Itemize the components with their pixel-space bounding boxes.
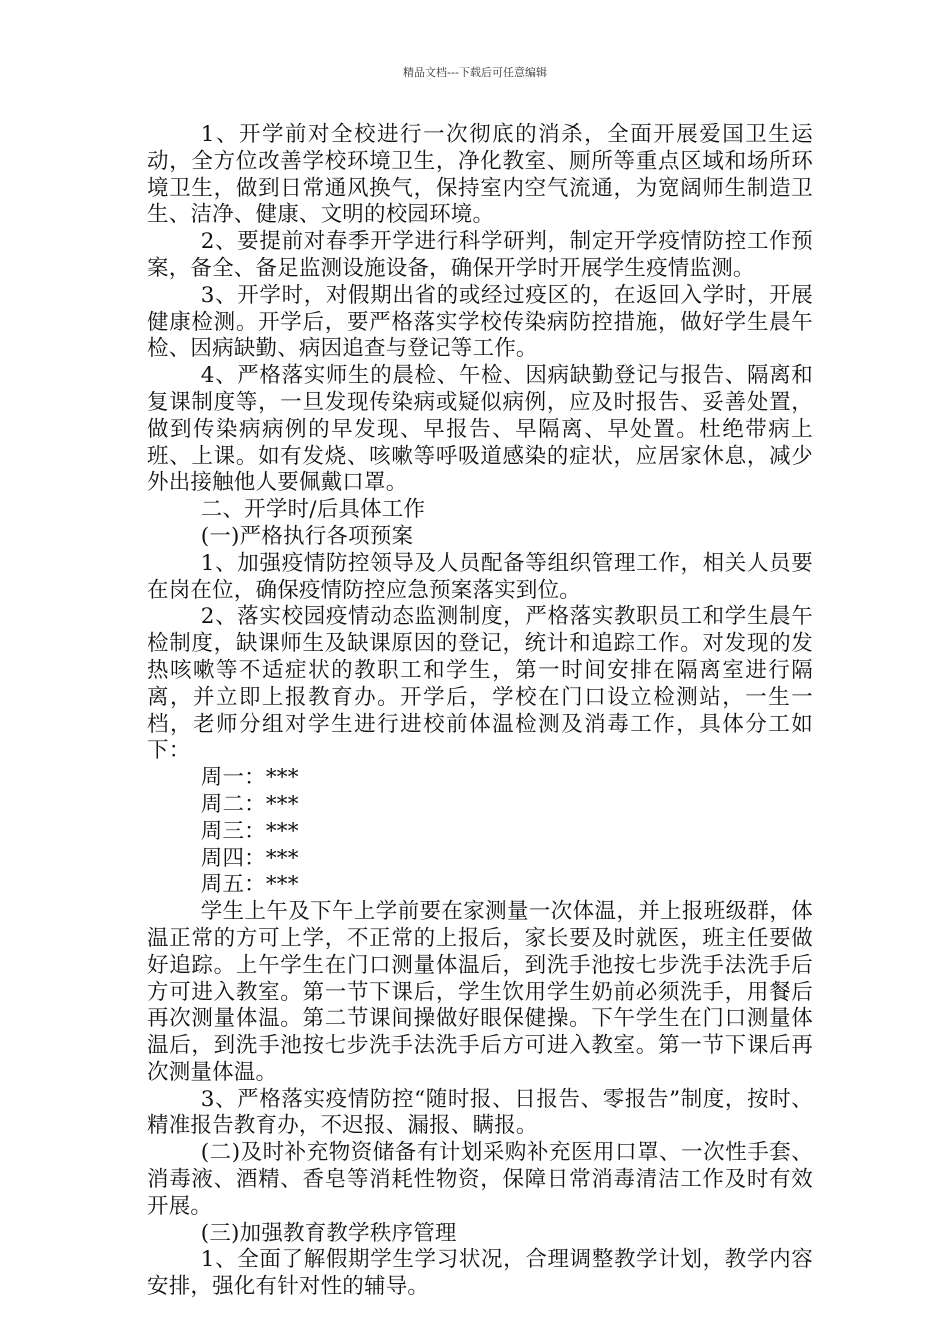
paragraph-4: 4、严格落实师生的晨检、午检、因病缺勤登记与报告、隔离和复课制度等，一旦发现传染病或疑似病例，应及时报告、妥善处置，做到传染病病例的早发现、早报告、早隔离、早处置。杜绝带病上班、上课。如有发烧、咳嗽等呼吸道感染的症状，应居家休息，减少外出接触他人要佩戴口罩。 xyxy=(147,363,813,496)
paragraph-3: 3、开学时，对假期出省的或经过疫区的，在返回入学时，开展健康检测。开学后，要严格落实学校传染病防控措施，做好学生晨午检、因病缺勤、病因追查与登记等工作。 xyxy=(147,282,813,362)
paragraph-8: 3、严格落实疫情防控“随时报、日报告、零报告”制度，按时、精准报告教育办，不迟报、漏报、瞒报。 xyxy=(147,1086,813,1139)
schedule-wednesday: 周三：*** xyxy=(200,818,299,844)
schedule-tuesday: 周二：*** xyxy=(200,791,299,817)
paragraph-6: 2、落实校园疫情动态监测制度，严格落实教职员工和学生晨午检制度，缺课师生及缺课原因的登记，统计和追踪工作。对发现的发热咳嗽等不适症状的教职工和学生，第一时间安排在隔离室进行隔离，并立即上报教育办。开学后，学校在门口设立检测站，一生一档，老师分组对学生进行进校前体温检测及消毒工作，具体分工如下： xyxy=(147,604,813,764)
document-body xyxy=(147,122,813,1301)
subsection-heading-1: (一)严格执行各项预案 xyxy=(200,523,414,549)
paragraph-5: 1、加强疫情防控领导及人员配备等组织管理工作，相关人员要在岗在位，确保疫情防控应急预案落实到位。 xyxy=(147,550,813,603)
schedule-monday: 周一：*** xyxy=(200,765,299,791)
paragraph-10: 1、全面了解假期学生学习状况，合理调整教学计划，教学内容安排，强化有针对性的辅导。 xyxy=(147,1247,813,1300)
schedule-thursday: 周四：*** xyxy=(200,845,299,871)
paragraph-1: 1、开学前对全校进行一次彻底的消杀，全面开展爱国卫生运动，全方位改善学校环境卫生，净化教室、厕所等重点区域和场所环境卫生，做到日常通风换气，保持室内空气流通，为宽阔师生制造卫生、洁净、健康、文明的校园环境。 xyxy=(147,122,813,228)
subsection-heading-3: (三)加强教育教学秩序管理 xyxy=(200,1220,457,1246)
paragraph-2: 2、要提前对春季开学进行科学研判，制定开学疫情防控工作预案，备全、备足监测设施设备，确保开学时开展学生疫情监测。 xyxy=(147,229,813,281)
page-header: 精品文档---下载后可任意编辑 xyxy=(403,66,547,79)
section-heading-2: 二、开学时/后具体工作 xyxy=(200,497,426,523)
paragraph-9: (二)及时补充物资储备有计划采购补充医用口罩、一次性手套、消毒液、酒精、香皂等消耗性物资，保障日常消毒清洁工作及时有效开展。 xyxy=(147,1140,813,1219)
paragraph-7: 学生上午及下午上学前要在家测量一次体温，并上报班级群，体温正常的方可上学，不正常的上报后，家长要及时就医，班主任要做好追踪。上午学生在门口测量体温后，到洗手池按七步洗手法洗手后方可进入教室。第一节下课后，学生饮用学生奶前必须洗手，用餐后再次测量体温。第二节课间操做好眼保健操。下午学生在门口测量体温后，到洗手池按七步洗手法洗手后方可进入教室。第一节下课后再次测量体温。 xyxy=(147,899,813,1085)
schedule-friday: 周五：*** xyxy=(200,872,299,898)
